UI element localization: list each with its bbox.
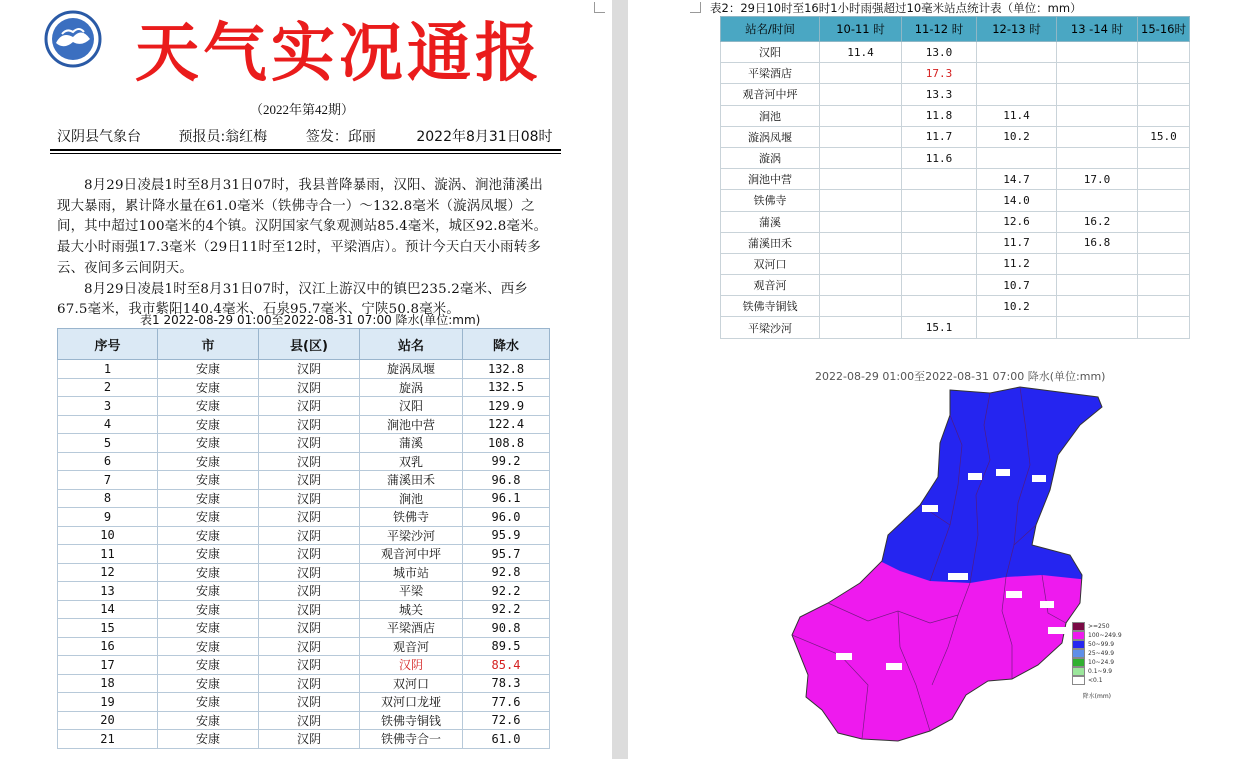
station-marker <box>948 573 968 580</box>
cell-index: 18 <box>58 674 158 693</box>
cell-county: 汉阴 <box>259 415 360 434</box>
report-title: 天气实况通报 <box>135 16 543 91</box>
cell-county: 汉阴 <box>259 600 360 619</box>
cell-station: 平梁 <box>360 582 463 601</box>
cell-county: 汉阴 <box>259 471 360 490</box>
cell-index: 11 <box>58 545 158 564</box>
table-row <box>58 693 550 712</box>
cell-hourly-rainfall <box>902 253 977 274</box>
legend-swatch <box>1072 640 1085 649</box>
cell-hourly-rainfall <box>902 190 977 211</box>
table-row <box>58 415 550 434</box>
table-row <box>58 434 550 453</box>
page-corner-mark <box>690 2 701 13</box>
table-row <box>58 711 550 730</box>
cell-hourly-rainfall <box>820 190 902 211</box>
legend-item <box>1072 622 1122 631</box>
legend-item <box>1072 631 1122 640</box>
table-row <box>58 582 550 601</box>
station-marker <box>886 663 902 670</box>
table-header-row <box>721 17 1190 42</box>
cell-station: 观音河 <box>360 637 463 656</box>
col-header-city: 市 <box>158 329 259 360</box>
cell-hourly-rainfall <box>1057 253 1138 274</box>
cell-county: 汉阴 <box>259 526 360 545</box>
cell-index: 15 <box>58 619 158 638</box>
col-header-11-12: 11-12 时 <box>902 17 977 42</box>
cell-station: 双河口 <box>721 253 820 274</box>
forecaster: 预报员:翁红梅 <box>178 129 268 145</box>
cell-rainfall: 132.5 <box>463 378 550 397</box>
cell-station: 蒲溪 <box>360 434 463 453</box>
page-corner-mark <box>594 2 605 13</box>
cell-index: 19 <box>58 693 158 712</box>
cell-rainfall: 89.5 <box>463 637 550 656</box>
cell-city: 安康 <box>158 545 259 564</box>
cell-index: 17 <box>58 656 158 675</box>
table-row <box>58 489 550 508</box>
cell-index: 20 <box>58 711 158 730</box>
cell-county: 汉阴 <box>259 656 360 675</box>
report-datetime: 2022年8月31日08时 <box>416 129 553 145</box>
cell-index: 1 <box>58 360 158 379</box>
cell-station: 旋涡凤堰 <box>360 360 463 379</box>
cell-index: 16 <box>58 637 158 656</box>
table-row <box>721 84 1190 105</box>
cell-hourly-rainfall <box>1138 169 1190 190</box>
cell-hourly-rainfall <box>1057 84 1138 105</box>
cell-county: 汉阴 <box>259 693 360 712</box>
legend-swatch <box>1072 649 1085 658</box>
cell-station: 观音河中坪 <box>360 545 463 564</box>
cell-station: 涧池 <box>360 489 463 508</box>
cell-station: 涧池 <box>721 105 820 126</box>
cell-hourly-rainfall <box>1138 253 1190 274</box>
cell-station: 铁佛寺铜钱 <box>360 711 463 730</box>
station-marker <box>996 469 1010 476</box>
legend-label: 100~249.9 <box>1088 632 1122 639</box>
cell-hourly-rainfall <box>1138 147 1190 168</box>
cell-hourly-rainfall: 15.1 <box>902 317 977 338</box>
cell-county: 汉阴 <box>259 674 360 693</box>
rainfall-table <box>57 328 550 749</box>
cell-hourly-rainfall: 11.8 <box>902 105 977 126</box>
cell-hourly-rainfall: 16.8 <box>1057 232 1138 253</box>
cell-city: 安康 <box>158 415 259 434</box>
paragraph-upstream-rainfall: 8月29日凌晨1时至8月31日07时，汉江上游汉中的镇巴235.2毫米、西乡67.5毫米，我市紫阳140.4毫米、石泉95.7毫米、宁陕50.8毫米。 <box>57 281 528 318</box>
cell-rainfall: 90.8 <box>463 619 550 638</box>
cell-station: 铁佛寺铜钱 <box>721 296 820 317</box>
cell-hourly-rainfall <box>1057 63 1138 84</box>
cell-index: 7 <box>58 471 158 490</box>
table-row <box>721 232 1190 253</box>
legend-title: 降水(mm) <box>1082 693 1112 700</box>
cell-hourly-rainfall <box>902 232 977 253</box>
cell-county: 汉阴 <box>259 489 360 508</box>
col-header-index: 序号 <box>58 329 158 360</box>
cell-hourly-rainfall <box>820 147 902 168</box>
table-row <box>58 656 550 675</box>
cell-rainfall: 85.4 <box>463 656 550 675</box>
cell-hourly-rainfall <box>820 169 902 190</box>
cell-index: 10 <box>58 526 158 545</box>
cell-rainfall: 72.6 <box>463 711 550 730</box>
cell-city: 安康 <box>158 674 259 693</box>
table-row <box>721 126 1190 147</box>
cell-hourly-rainfall <box>902 169 977 190</box>
cell-rainfall: 96.8 <box>463 471 550 490</box>
cell-station: 蒲溪田禾 <box>360 471 463 490</box>
cell-rainfall: 61.0 <box>463 730 550 749</box>
cell-hourly-rainfall <box>902 275 977 296</box>
cell-city: 安康 <box>158 434 259 453</box>
legend-swatch <box>1072 631 1085 640</box>
table-row <box>721 275 1190 296</box>
cell-county: 汉阴 <box>259 545 360 564</box>
header-rule-thin <box>50 153 561 154</box>
cell-hourly-rainfall: 13.0 <box>902 42 977 63</box>
cell-county: 汉阴 <box>259 730 360 749</box>
cell-hourly-rainfall <box>1057 105 1138 126</box>
cell-county: 汉阴 <box>259 582 360 601</box>
cell-hourly-rainfall <box>1138 211 1190 232</box>
table-row <box>58 563 550 582</box>
cell-hourly-rainfall: 17.0 <box>1057 169 1138 190</box>
hourly-intensity-table <box>720 16 1190 339</box>
col-header-12-13: 12-13 时 <box>977 17 1057 42</box>
cell-rainfall: 92.2 <box>463 600 550 619</box>
cell-city: 安康 <box>158 619 259 638</box>
cell-hourly-rainfall <box>1138 296 1190 317</box>
legend-item <box>1072 658 1122 667</box>
cell-hourly-rainfall: 14.0 <box>977 190 1057 211</box>
report-body <box>57 176 551 321</box>
cell-hourly-rainfall <box>1138 275 1190 296</box>
cell-station: 平梁沙河 <box>721 317 820 338</box>
cell-hourly-rainfall <box>820 275 902 296</box>
page-gap <box>612 0 628 759</box>
cell-hourly-rainfall: 11.2 <box>977 253 1057 274</box>
table-row <box>58 452 550 471</box>
cell-index: 4 <box>58 415 158 434</box>
table-row <box>721 147 1190 168</box>
cell-hourly-rainfall: 13.3 <box>902 84 977 105</box>
cell-hourly-rainfall <box>820 126 902 147</box>
report-meta <box>57 126 553 146</box>
legend-swatch <box>1072 667 1085 676</box>
cell-city: 安康 <box>158 489 259 508</box>
col-header-10-11: 10-11 时 <box>820 17 902 42</box>
cell-hourly-rainfall <box>820 317 902 338</box>
legend-item <box>1072 649 1122 658</box>
cell-city: 安康 <box>158 730 259 749</box>
cell-hourly-rainfall: 16.2 <box>1057 211 1138 232</box>
cell-station: 铁佛寺 <box>721 190 820 211</box>
cell-county: 汉阴 <box>259 563 360 582</box>
station-marker <box>968 473 982 480</box>
table-row <box>721 63 1190 84</box>
cell-hourly-rainfall: 11.7 <box>902 126 977 147</box>
cell-county: 汉阴 <box>259 619 360 638</box>
cell-city: 安康 <box>158 600 259 619</box>
cell-station: 漩涡 <box>721 147 820 168</box>
cell-index: 9 <box>58 508 158 527</box>
cell-hourly-rainfall <box>977 42 1057 63</box>
cell-county: 汉阴 <box>259 452 360 471</box>
cell-rainfall: 95.7 <box>463 545 550 564</box>
cell-hourly-rainfall <box>1138 63 1190 84</box>
cell-station: 漩涡凤堰 <box>721 126 820 147</box>
cell-hourly-rainfall: 10.7 <box>977 275 1057 296</box>
station-marker <box>1032 475 1046 482</box>
legend-item <box>1072 676 1122 685</box>
cell-rainfall: 108.8 <box>463 434 550 453</box>
cell-station: 蒲溪 <box>721 211 820 232</box>
cell-hourly-rainfall <box>1057 275 1138 296</box>
cell-station: 旋涡 <box>360 378 463 397</box>
cell-hourly-rainfall <box>820 84 902 105</box>
cell-hourly-rainfall <box>977 63 1057 84</box>
cell-station: 平梁酒店 <box>721 63 820 84</box>
cell-hourly-rainfall <box>1138 232 1190 253</box>
cell-index: 13 <box>58 582 158 601</box>
cell-station: 双乳 <box>360 452 463 471</box>
cell-station: 汉阳 <box>360 397 463 416</box>
cell-hourly-rainfall: 11.4 <box>820 42 902 63</box>
cell-station: 涧池中营 <box>360 415 463 434</box>
signer: 签发：邱丽 <box>305 129 376 145</box>
cell-city: 安康 <box>158 526 259 545</box>
cell-city: 安康 <box>158 656 259 675</box>
legend-swatch <box>1072 622 1085 631</box>
legend-label: 25~49.9 <box>1088 650 1115 657</box>
header-rule-thick <box>50 149 561 151</box>
legend-item <box>1072 667 1122 676</box>
station-marker <box>1040 601 1054 608</box>
table1-caption: 表1 2022-08-29 01:00至2022-08-31 07:00 降水(单位:mm) <box>140 313 481 327</box>
legend-label: 10~24.9 <box>1088 659 1115 666</box>
cell-hourly-rainfall <box>820 105 902 126</box>
cell-hourly-rainfall <box>1138 190 1190 211</box>
table-row <box>58 730 550 749</box>
cell-station: 涧池中营 <box>721 169 820 190</box>
cell-rainfall: 99.2 <box>463 452 550 471</box>
cell-station: 双河口龙垭 <box>360 693 463 712</box>
cell-hourly-rainfall <box>1138 105 1190 126</box>
station-marker <box>836 653 852 660</box>
cell-index: 14 <box>58 600 158 619</box>
cell-county: 汉阴 <box>259 378 360 397</box>
table-row <box>721 317 1190 338</box>
cell-station: 汉阴 <box>360 656 463 675</box>
cell-city: 安康 <box>158 378 259 397</box>
cell-hourly-rainfall: 10.2 <box>977 296 1057 317</box>
rainfall-distribution-map <box>780 385 1120 747</box>
cell-county: 汉阴 <box>259 711 360 730</box>
cell-index: 3 <box>58 397 158 416</box>
table-row <box>58 397 550 416</box>
station-marker <box>1048 627 1066 634</box>
cell-hourly-rainfall <box>1138 42 1190 63</box>
cell-hourly-rainfall <box>820 211 902 232</box>
cell-hourly-rainfall <box>977 84 1057 105</box>
cell-station: 平梁沙河 <box>360 526 463 545</box>
cell-city: 安康 <box>158 471 259 490</box>
cell-hourly-rainfall <box>1138 84 1190 105</box>
cell-hourly-rainfall <box>820 296 902 317</box>
cell-hourly-rainfall <box>977 317 1057 338</box>
col-header-station: 站名 <box>360 329 463 360</box>
cell-station: 平梁酒店 <box>360 619 463 638</box>
table-row <box>58 600 550 619</box>
legend-label: 50~99.9 <box>1088 641 1115 648</box>
table-row <box>721 253 1190 274</box>
cell-county: 汉阴 <box>259 637 360 656</box>
paragraph-local-rainfall: 8月29日凌晨1时至8月31日07时，我县普降暴雨，汉阳、漩涡、涧池蒲溪出现大暴雨，累计降水量在61.0毫米（铁佛寺合一）～132.8毫米（漩涡凤堰）之间，其中超过100毫米的4个镇。汉阴国家气象观测站85.4毫米，城区92.8毫米。最大小时雨强17.3毫米（29日11时至12时，平梁酒店）。预计今天白天小雨转多云、夜间多云间阴天。 <box>57 178 548 276</box>
cell-rainfall: 77.6 <box>463 693 550 712</box>
cell-rainfall: 122.4 <box>463 415 550 434</box>
cell-station: 城市站 <box>360 563 463 582</box>
cell-city: 安康 <box>158 452 259 471</box>
cell-hourly-rainfall <box>820 63 902 84</box>
cell-station: 观音河中坪 <box>721 84 820 105</box>
cell-station: 铁佛寺合一 <box>360 730 463 749</box>
table-row <box>721 296 1190 317</box>
station-marker <box>922 505 938 512</box>
cell-index: 8 <box>58 489 158 508</box>
table-row <box>721 211 1190 232</box>
cell-hourly-rainfall <box>1138 317 1190 338</box>
cell-hourly-rainfall: 14.7 <box>977 169 1057 190</box>
map-title: 2022-08-29 01:00至2022-08-31 07:00 降水(单位:mm) <box>815 370 1106 383</box>
cell-county: 汉阴 <box>259 360 360 379</box>
cell-city: 安康 <box>158 693 259 712</box>
cell-hourly-rainfall <box>820 232 902 253</box>
table2-caption: 表2：29日10时至16时1小时雨强超过10毫米站点统计表（单位：mm） <box>710 1 1082 15</box>
cell-hourly-rainfall <box>1057 42 1138 63</box>
col-header-county: 县(区) <box>259 329 360 360</box>
cell-rainfall: 92.2 <box>463 582 550 601</box>
cell-county: 汉阴 <box>259 397 360 416</box>
cell-station: 汉阳 <box>721 42 820 63</box>
cell-rainfall: 96.1 <box>463 489 550 508</box>
cell-index: 21 <box>58 730 158 749</box>
cell-hourly-rainfall: 11.4 <box>977 105 1057 126</box>
cell-hourly-rainfall <box>1057 296 1138 317</box>
table-row <box>58 674 550 693</box>
cell-station: 观音河 <box>721 275 820 296</box>
table-header-row <box>58 329 550 360</box>
cell-station: 双河口 <box>360 674 463 693</box>
table-row <box>58 471 550 490</box>
cell-rainfall: 95.9 <box>463 526 550 545</box>
cell-hourly-rainfall <box>1057 317 1138 338</box>
col-header-rainfall: 降水 <box>463 329 550 360</box>
meteorological-logo-icon <box>44 10 102 68</box>
cell-hourly-rainfall <box>902 296 977 317</box>
table-row <box>58 508 550 527</box>
col-header-15-16: 15-16时 <box>1138 17 1190 42</box>
cell-rainfall: 132.8 <box>463 360 550 379</box>
cell-hourly-rainfall: 10.2 <box>977 126 1057 147</box>
table-row <box>721 42 1190 63</box>
cell-city: 安康 <box>158 563 259 582</box>
cell-city: 安康 <box>158 711 259 730</box>
cell-index: 6 <box>58 452 158 471</box>
col-header-station-time: 站名/时间 <box>721 17 820 42</box>
cell-city: 安康 <box>158 508 259 527</box>
cell-hourly-rainfall: 12.6 <box>977 211 1057 232</box>
cell-station: 铁佛寺 <box>360 508 463 527</box>
cell-hourly-rainfall <box>1057 126 1138 147</box>
cell-rainfall: 96.0 <box>463 508 550 527</box>
cell-rainfall: 78.3 <box>463 674 550 693</box>
cell-index: 2 <box>58 378 158 397</box>
cell-hourly-rainfall: 17.3 <box>902 63 977 84</box>
cell-rainfall: 92.8 <box>463 563 550 582</box>
cell-city: 安康 <box>158 397 259 416</box>
issue-number: （2022年第42期） <box>250 102 355 117</box>
cell-station: 蒲溪田禾 <box>721 232 820 253</box>
cell-station: 城关 <box>360 600 463 619</box>
legend-swatch <box>1072 676 1085 685</box>
cell-hourly-rainfall: 11.7 <box>977 232 1057 253</box>
legend-swatch <box>1072 658 1085 667</box>
cell-county: 汉阴 <box>259 508 360 527</box>
cell-rainfall: 129.9 <box>463 397 550 416</box>
cell-city: 安康 <box>158 360 259 379</box>
cell-city: 安康 <box>158 582 259 601</box>
cell-hourly-rainfall <box>977 147 1057 168</box>
map-legend <box>1072 622 1122 700</box>
cell-hourly-rainfall <box>820 253 902 274</box>
station-marker <box>1006 591 1022 598</box>
legend-label: >=250 <box>1088 623 1110 630</box>
table-row <box>58 526 550 545</box>
table-row <box>721 169 1190 190</box>
table-row <box>721 190 1190 211</box>
col-header-13-14: 13 -14 时 <box>1057 17 1138 42</box>
legend-label: 0.1~9.9 <box>1088 668 1113 675</box>
document-page-left <box>0 0 612 759</box>
table-row <box>58 360 550 379</box>
table-row <box>721 105 1190 126</box>
station-name: 汉阴县气象台 <box>57 129 141 145</box>
table-row <box>58 378 550 397</box>
legend-item <box>1072 640 1122 649</box>
cell-index: 5 <box>58 434 158 453</box>
cell-hourly-rainfall <box>1057 147 1138 168</box>
table-row <box>58 637 550 656</box>
cell-hourly-rainfall: 11.6 <box>902 147 977 168</box>
cell-city: 安康 <box>158 637 259 656</box>
legend-label: <0.1 <box>1088 677 1103 684</box>
cell-index: 12 <box>58 563 158 582</box>
cell-hourly-rainfall <box>1057 190 1138 211</box>
cell-county: 汉阴 <box>259 434 360 453</box>
cell-hourly-rainfall <box>902 211 977 232</box>
table-row <box>58 619 550 638</box>
table-row <box>58 545 550 564</box>
cell-hourly-rainfall: 15.0 <box>1138 126 1190 147</box>
